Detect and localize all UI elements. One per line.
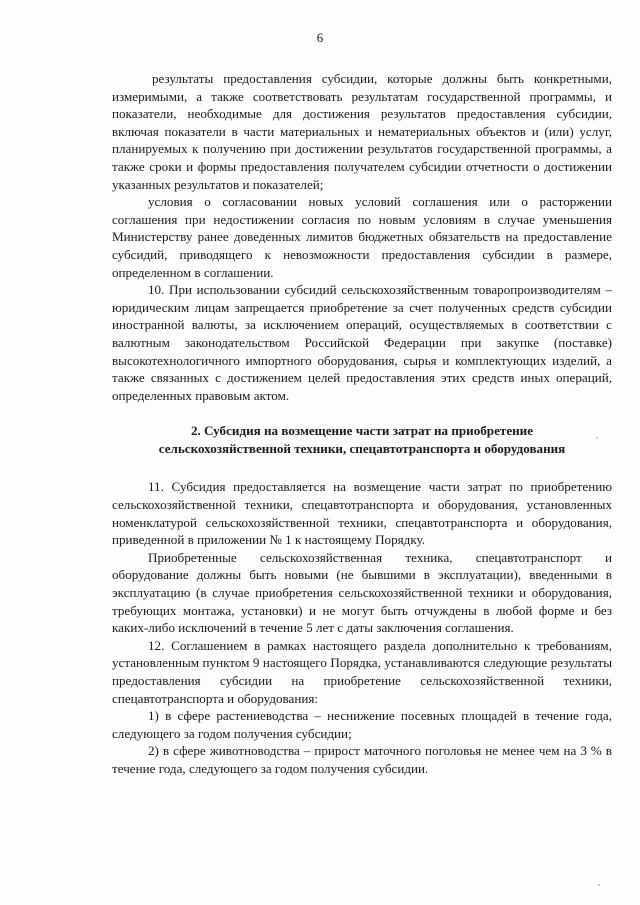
section-heading xyxy=(112,422,612,457)
page-number: 6 xyxy=(316,30,324,45)
paragraph-equipment-requirements: Приобретенные сельскохозяйственная техника, спецавтотранспорт и оборудование должны быть новыми (не бывшими в эксплуатации), введенными в эксплуатацию (в случае приобретения сельскохозяйственной техники и оборудования, требующих монтажа, установки) и не могут быть отчуждены в любой форме и без каких-либо исключений в течение 5 лет с даты заключения соглашения. xyxy=(112,549,612,636)
paragraph-10-currency-prohibition: 10. При использовании субсидий сельскохозяйственным товаропроизводителям – юридическим лицам запрещается приобретение за счет полученных средств субсидии иностранной валюты, за исключением операций, осуществляемых в соответствии с валютным законодательством Российской Федерации при закупке (поставке) высокотехнологичного импортного оборудования, сырья и комплектующих изделий, а также связанных с достижением целей предоставления этих средств иных операций, определенных правовым актом. xyxy=(112,282,612,403)
section-heading-line-1: 2. Субсидия на возмещение части затрат на приобретение xyxy=(190,423,534,439)
paragraph-crop-result: 1) в сфере растениеводства – неснижение посевных площадей в течение года, следующего за годом получения субсидии; xyxy=(112,708,612,741)
paragraph-subsidy-results: результаты предоставления субсидии, которые должны быть конкретными, измеримыми, а также соответствовать результатам государственной программы, и показатели, необходимые для достижения результатов предоставления субсидии, включая показатели в части материальных и нематериальных объектов и (или) услуг, планируемых к получению при достижении результатов государственной программы, а также сроки и формы предоставления получателем субсидии отчетности о достижении указанных результатов и показателей; xyxy=(112,71,612,192)
paragraph-livestock-result: 2) в сфере животноводства – прирост маточного поголовья не менее чем на 3 % в течение года, следующего за годом получения субсидии. xyxy=(112,743,612,776)
scan-speck xyxy=(598,884,600,886)
scan-speck xyxy=(596,437,598,439)
paragraph-12-results: 12. Соглашением в рамках настоящего раздела дополнительно к требованиям, установленным пунктом 9 настоящего Порядка, устанавливаются следующие результаты предоставления субсидии на приобретение сельскохозяйственной техники, спецавтотранспорта и оборудования: xyxy=(112,637,612,706)
document-body xyxy=(112,70,612,778)
section-heading-line-2: сельскохозяйственной техники, спецавтотранспорта и оборудования xyxy=(158,440,566,456)
paragraph-agreement-conditions: условия о согласовании новых условий соглашения или о расторжении соглашения при недостижении согласия по новым условиям в случае уменьшения Министерству ранее доведенных лимитов бюджетных обязательств на предоставление субсидий, приводящего к невозможности предоставления субсидии в размере, определенном в соглашении. xyxy=(112,194,612,280)
paragraph-11-subsidy-purpose: 11. Субсидия предоставляется на возмещение части затрат по приобретению сельскохозяйственной техники, спецавтотранспорта и оборудования, установленных номенклатурой сельскохозяйственной техники, спецавтотранспорта и оборудования, приведенной в приложении № 1 к настоящему Порядку. xyxy=(112,479,612,548)
